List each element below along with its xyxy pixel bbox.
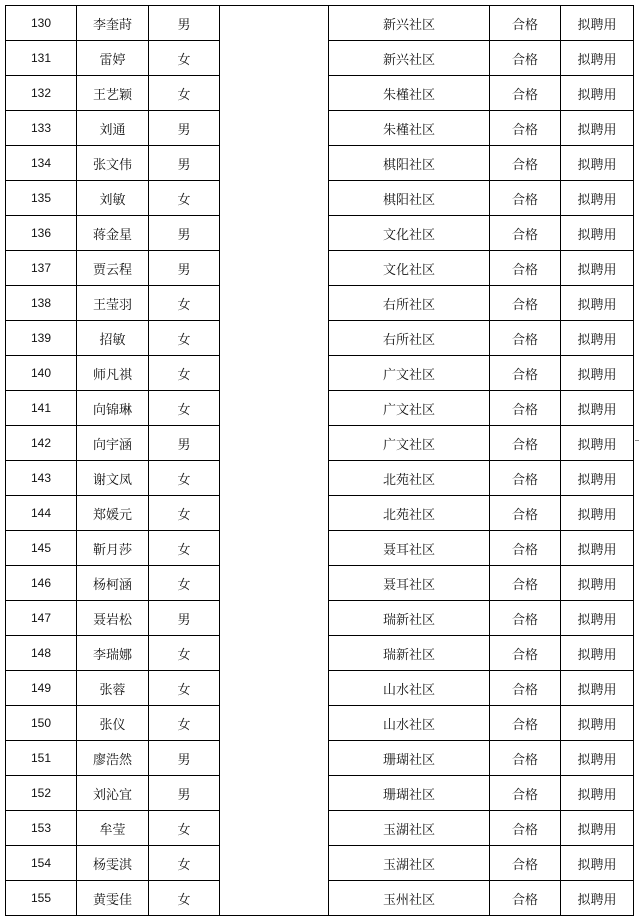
- row-number-cell: 130: [6, 6, 77, 41]
- status-cell: 拟聘用: [561, 671, 634, 706]
- result-cell: 合格: [490, 741, 561, 776]
- gender-cell: 男: [149, 426, 220, 461]
- table-row: [6, 846, 634, 881]
- table-row: [6, 251, 634, 286]
- result-cell: 合格: [490, 41, 561, 76]
- result-cell: 合格: [490, 636, 561, 671]
- community-cell: 棋阳社区: [329, 146, 490, 181]
- name-cell: 张文伟: [77, 146, 149, 181]
- row-number-cell: 150: [6, 706, 77, 741]
- name-cell: 杨柯涵: [77, 566, 149, 601]
- blank-cell: [220, 706, 329, 741]
- status-cell: 拟聘用: [561, 706, 634, 741]
- result-cell: 合格: [490, 321, 561, 356]
- row-number-cell: 145: [6, 531, 77, 566]
- status-cell: 拟聘用: [561, 846, 634, 881]
- name-cell: 刘通: [77, 111, 149, 146]
- blank-cell: [220, 811, 329, 846]
- name-cell: 贾云程: [77, 251, 149, 286]
- result-cell: 合格: [490, 461, 561, 496]
- community-cell: 新兴社区: [329, 41, 490, 76]
- blank-cell: [220, 321, 329, 356]
- status-cell: 拟聘用: [561, 741, 634, 776]
- status-cell: 拟聘用: [561, 251, 634, 286]
- status-cell: 拟聘用: [561, 286, 634, 321]
- row-number-cell: 148: [6, 636, 77, 671]
- community-cell: 聂耳社区: [329, 531, 490, 566]
- name-cell: 谢文凤: [77, 461, 149, 496]
- status-cell: 拟聘用: [561, 636, 634, 671]
- table-row: [6, 636, 634, 671]
- row-number-cell: 131: [6, 41, 77, 76]
- name-cell: 张仪: [77, 706, 149, 741]
- name-cell: 张蓉: [77, 671, 149, 706]
- row-number-cell: 138: [6, 286, 77, 321]
- result-cell: 合格: [490, 881, 561, 916]
- table-row: [6, 391, 634, 426]
- name-cell: 聂岩松: [77, 601, 149, 636]
- gender-cell: 女: [149, 881, 220, 916]
- gender-cell: 女: [149, 391, 220, 426]
- community-cell: 文化社区: [329, 251, 490, 286]
- name-cell: 李奎莳: [77, 6, 149, 41]
- table-row: [6, 496, 634, 531]
- community-cell: 右所社区: [329, 321, 490, 356]
- community-cell: 朱槿社区: [329, 76, 490, 111]
- result-cell: 合格: [490, 251, 561, 286]
- row-number-cell: 135: [6, 181, 77, 216]
- table-row: [6, 41, 634, 76]
- row-number-cell: 143: [6, 461, 77, 496]
- result-cell: 合格: [490, 216, 561, 251]
- name-cell: 刘敏: [77, 181, 149, 216]
- blank-cell: [220, 76, 329, 111]
- gender-cell: 男: [149, 601, 220, 636]
- status-cell: 拟聘用: [561, 41, 634, 76]
- name-cell: 向锦琳: [77, 391, 149, 426]
- blank-cell: [220, 146, 329, 181]
- result-cell: 合格: [490, 391, 561, 426]
- name-cell: 招敏: [77, 321, 149, 356]
- result-cell: 合格: [490, 496, 561, 531]
- name-cell: 王艺颖: [77, 76, 149, 111]
- row-number-cell: 146: [6, 566, 77, 601]
- blank-cell: [220, 111, 329, 146]
- table-row: [6, 811, 634, 846]
- community-cell: 珊瑚社区: [329, 776, 490, 811]
- row-number-cell: 147: [6, 601, 77, 636]
- name-cell: 蒋金星: [77, 216, 149, 251]
- status-cell: 拟聘用: [561, 426, 634, 461]
- gender-cell: 女: [149, 181, 220, 216]
- result-cell: 合格: [490, 671, 561, 706]
- blank-cell: [220, 671, 329, 706]
- status-cell: 拟聘用: [561, 881, 634, 916]
- status-cell: 拟聘用: [561, 461, 634, 496]
- table-row: [6, 741, 634, 776]
- table-row: [6, 776, 634, 811]
- result-cell: 合格: [490, 811, 561, 846]
- result-cell: 合格: [490, 706, 561, 741]
- blank-cell: [220, 426, 329, 461]
- table-row: [6, 531, 634, 566]
- blank-cell: [220, 181, 329, 216]
- blank-cell: [220, 776, 329, 811]
- blank-cell: [220, 496, 329, 531]
- result-cell: 合格: [490, 146, 561, 181]
- table-row: [6, 461, 634, 496]
- community-cell: 珊瑚社区: [329, 741, 490, 776]
- blank-cell: [220, 41, 329, 76]
- gender-cell: 男: [149, 6, 220, 41]
- status-cell: 拟聘用: [561, 111, 634, 146]
- gender-cell: 女: [149, 356, 220, 391]
- status-cell: 拟聘用: [561, 321, 634, 356]
- row-number-cell: 144: [6, 496, 77, 531]
- result-cell: 合格: [490, 356, 561, 391]
- table-row: [6, 286, 634, 321]
- status-cell: 拟聘用: [561, 216, 634, 251]
- table-row: [6, 671, 634, 706]
- name-cell: 雷婷: [77, 41, 149, 76]
- table-row: [6, 706, 634, 741]
- status-cell: 拟聘用: [561, 566, 634, 601]
- name-cell: 郑媛元: [77, 496, 149, 531]
- table-row: [6, 6, 634, 41]
- table-row: [6, 356, 634, 391]
- blank-cell: [220, 881, 329, 916]
- community-cell: 广文社区: [329, 426, 490, 461]
- gender-cell: 女: [149, 496, 220, 531]
- status-cell: 拟聘用: [561, 531, 634, 566]
- gender-cell: 女: [149, 846, 220, 881]
- result-cell: 合格: [490, 426, 561, 461]
- result-cell: 合格: [490, 776, 561, 811]
- community-cell: 广文社区: [329, 356, 490, 391]
- gender-cell: 男: [149, 111, 220, 146]
- blank-cell: [220, 461, 329, 496]
- community-cell: 北苑社区: [329, 496, 490, 531]
- blank-cell: [220, 566, 329, 601]
- gender-cell: 女: [149, 706, 220, 741]
- community-cell: 山水社区: [329, 671, 490, 706]
- result-cell: 合格: [490, 286, 561, 321]
- status-cell: 拟聘用: [561, 356, 634, 391]
- table-row: [6, 216, 634, 251]
- gender-cell: 女: [149, 321, 220, 356]
- name-cell: 杨雯淇: [77, 846, 149, 881]
- row-number-cell: 134: [6, 146, 77, 181]
- blank-cell: [220, 391, 329, 426]
- name-cell: 王莹羽: [77, 286, 149, 321]
- result-cell: 合格: [490, 6, 561, 41]
- community-cell: 聂耳社区: [329, 566, 490, 601]
- result-cell: 合格: [490, 181, 561, 216]
- blank-cell: [220, 251, 329, 286]
- blank-cell: [220, 216, 329, 251]
- name-cell: 黄雯佳: [77, 881, 149, 916]
- community-cell: 玉州社区: [329, 881, 490, 916]
- status-cell: 拟聘用: [561, 181, 634, 216]
- blank-cell: [220, 286, 329, 321]
- gender-cell: 女: [149, 671, 220, 706]
- gender-cell: 女: [149, 461, 220, 496]
- table-row: [6, 146, 634, 181]
- row-number-cell: 136: [6, 216, 77, 251]
- community-cell: 朱槿社区: [329, 111, 490, 146]
- status-cell: 拟聘用: [561, 76, 634, 111]
- row-number-cell: 152: [6, 776, 77, 811]
- status-cell: 拟聘用: [561, 811, 634, 846]
- name-cell: 牟莹: [77, 811, 149, 846]
- status-cell: 拟聘用: [561, 776, 634, 811]
- table-row: [6, 76, 634, 111]
- row-number-cell: 133: [6, 111, 77, 146]
- table-row: [6, 111, 634, 146]
- row-number-cell: 141: [6, 391, 77, 426]
- row-number-cell: 153: [6, 811, 77, 846]
- blank-cell: [220, 601, 329, 636]
- table-row: [6, 566, 634, 601]
- status-cell: 拟聘用: [561, 6, 634, 41]
- result-cell: 合格: [490, 846, 561, 881]
- gender-cell: 女: [149, 41, 220, 76]
- community-cell: 北苑社区: [329, 461, 490, 496]
- name-cell: 李瑞娜: [77, 636, 149, 671]
- blank-cell: [220, 6, 329, 41]
- gender-cell: 女: [149, 76, 220, 111]
- row-number-cell: 151: [6, 741, 77, 776]
- table-row: [6, 601, 634, 636]
- community-cell: 棋阳社区: [329, 181, 490, 216]
- table-row: [6, 426, 634, 461]
- status-cell: 拟聘用: [561, 601, 634, 636]
- gender-cell: 女: [149, 531, 220, 566]
- status-cell: 拟聘用: [561, 146, 634, 181]
- personnel-table: [5, 5, 634, 916]
- name-cell: 靳月莎: [77, 531, 149, 566]
- blank-cell: [220, 741, 329, 776]
- blank-cell: [220, 846, 329, 881]
- result-cell: 合格: [490, 601, 561, 636]
- community-cell: 瑞新社区: [329, 636, 490, 671]
- community-cell: 玉湖社区: [329, 811, 490, 846]
- blank-cell: [220, 531, 329, 566]
- name-cell: 向宇涵: [77, 426, 149, 461]
- name-cell: 廖浩然: [77, 741, 149, 776]
- status-cell: 拟聘用: [561, 391, 634, 426]
- community-cell: 瑞新社区: [329, 601, 490, 636]
- gender-cell: 女: [149, 811, 220, 846]
- table-row: [6, 881, 634, 916]
- table-row: [6, 321, 634, 356]
- blank-cell: [220, 356, 329, 391]
- status-cell: 拟聘用: [561, 496, 634, 531]
- row-number-cell: 132: [6, 76, 77, 111]
- gender-cell: 女: [149, 286, 220, 321]
- name-cell: 刘沁宜: [77, 776, 149, 811]
- community-cell: 文化社区: [329, 216, 490, 251]
- gender-cell: 男: [149, 216, 220, 251]
- blank-cell: [220, 636, 329, 671]
- community-cell: 新兴社区: [329, 6, 490, 41]
- row-number-cell: 155: [6, 881, 77, 916]
- row-number-cell: 140: [6, 356, 77, 391]
- row-number-cell: 139: [6, 321, 77, 356]
- community-cell: 山水社区: [329, 706, 490, 741]
- gender-cell: 女: [149, 636, 220, 671]
- gender-cell: 男: [149, 251, 220, 286]
- gender-cell: 男: [149, 776, 220, 811]
- table-body: [6, 6, 634, 916]
- row-number-cell: 154: [6, 846, 77, 881]
- community-cell: 玉湖社区: [329, 846, 490, 881]
- gender-cell: 男: [149, 146, 220, 181]
- community-cell: 右所社区: [329, 286, 490, 321]
- result-cell: 合格: [490, 531, 561, 566]
- result-cell: 合格: [490, 111, 561, 146]
- row-number-cell: 137: [6, 251, 77, 286]
- table-row: [6, 181, 634, 216]
- result-cell: 合格: [490, 566, 561, 601]
- gender-cell: 男: [149, 741, 220, 776]
- edge-tick: [635, 440, 639, 441]
- community-cell: 广文社区: [329, 391, 490, 426]
- name-cell: 师凡祺: [77, 356, 149, 391]
- row-number-cell: 149: [6, 671, 77, 706]
- gender-cell: 女: [149, 566, 220, 601]
- row-number-cell: 142: [6, 426, 77, 461]
- result-cell: 合格: [490, 76, 561, 111]
